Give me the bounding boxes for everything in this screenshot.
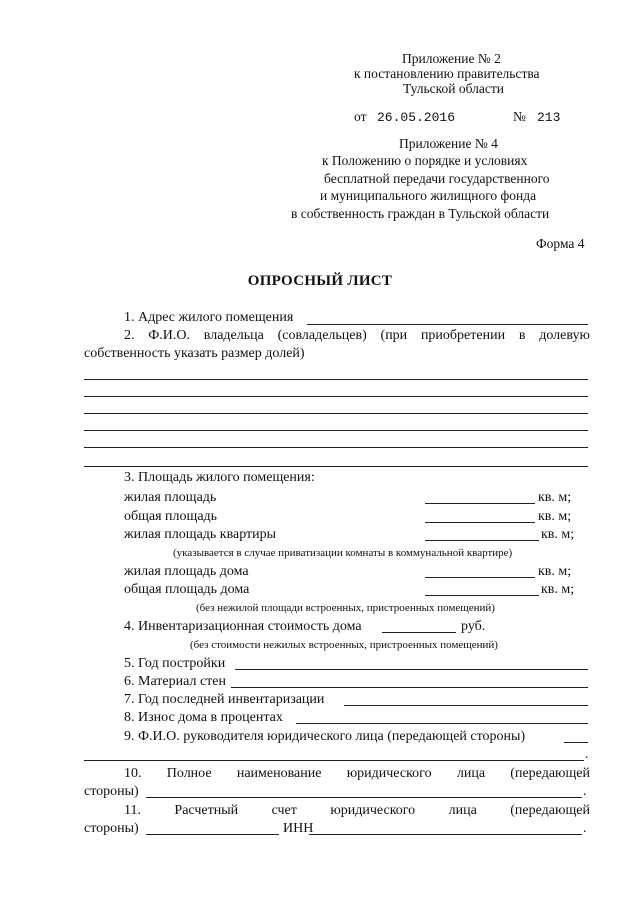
build-year-label: 5. Год постройки [124, 656, 226, 671]
wear-input-line[interactable] [296, 723, 588, 724]
build-year-input-line[interactable] [235, 669, 588, 670]
period: . [585, 747, 589, 762]
full-name-input-line[interactable] [146, 797, 582, 798]
page-title: ОПРОСНЫЙ ЛИСТ [247, 273, 393, 289]
account-word: юридического [330, 803, 416, 818]
owner-word: 2. [124, 328, 135, 343]
owner-input-line[interactable] [84, 466, 588, 467]
head-name-input-line-2[interactable] [84, 760, 584, 761]
full-name-word: 10. [124, 766, 142, 781]
full-name-word: юридического [346, 766, 432, 781]
owner-label-line-2: собственность указать размер долей) [84, 346, 305, 361]
area-title: 3. Площадь жилого помещения: [124, 470, 315, 485]
owner-input-line[interactable] [84, 396, 588, 397]
resolution-number: 213 [537, 110, 561, 125]
living-area-unit: кв. м; [538, 490, 572, 505]
owner-word: владельца [203, 328, 264, 343]
region-label: Тульской области [403, 81, 504, 96]
full-name-word: лица [456, 766, 486, 781]
appendix-4-label: Приложение № 4 [399, 136, 498, 151]
total-area-unit: кв. м; [538, 509, 572, 524]
period: . [583, 784, 587, 799]
account-word: Расчетный [174, 803, 239, 818]
account-word: 11. [124, 803, 141, 818]
house-living-area-unit: кв. м; [538, 564, 572, 579]
full-name-word: Полное [166, 766, 212, 781]
regulation-line-5: в собственность граждан в Тульской области [291, 206, 550, 221]
appendix-2-label: Приложение № 2 [402, 51, 501, 66]
regulation-line-4: и муниципального жилищного фонда [320, 188, 537, 203]
owner-word: Ф.И.О. [148, 328, 191, 343]
total-area-label: общая площадь [124, 509, 218, 524]
flat-living-area-unit: кв. м; [541, 527, 575, 542]
currency-label: руб. [461, 619, 486, 634]
owner-input-line[interactable] [84, 447, 588, 448]
account-word: счет [271, 803, 297, 818]
wear-label: 8. Износ дома в процентах [124, 710, 283, 725]
house-total-area-label: общая площадь дома [124, 582, 250, 597]
head-name-input-line[interactable] [564, 742, 588, 743]
flat-living-area-label: жилая площадь квартиры [124, 527, 277, 542]
address-label: 1. Адрес жилого помещения [124, 310, 294, 325]
wall-material-label: 6. Материал стен [124, 674, 226, 689]
last-inventory-label: 7. Год последней инвентаризации [124, 692, 325, 707]
form-label: Форма 4 [536, 236, 585, 251]
total-area-input-line[interactable] [425, 522, 535, 523]
resolution-label: к постановлению правительства [354, 66, 540, 81]
inventory-cost-input-line[interactable] [382, 632, 456, 633]
account-word: лица [448, 803, 477, 818]
living-area-input-line[interactable] [425, 503, 535, 504]
regulation-line-3: бесплатной передачи государственного [324, 171, 550, 186]
owner-input-line[interactable] [84, 413, 588, 414]
inn-label: ИНН [283, 821, 314, 836]
owner-word: (при [380, 328, 408, 343]
full-name-word: наименование [236, 766, 322, 781]
house-total-area-unit: кв. м; [541, 582, 575, 597]
period: . [583, 821, 587, 836]
owner-input-line[interactable] [84, 379, 588, 380]
regulation-label: к Положению о порядке и условиях [322, 153, 528, 168]
owner-label-line-1 [124, 328, 590, 344]
account-input-line[interactable] [146, 834, 279, 835]
last-inventory-input-line[interactable] [344, 705, 588, 706]
head-name-label: 9. Ф.И.О. руководителя юридического лица (передающей стороны) [124, 729, 526, 744]
owner-input-line[interactable] [84, 430, 588, 431]
date-prefix: от [354, 109, 367, 124]
flat-note: (указывается в случае приватизации комнаты в коммунальной квартире) [173, 547, 513, 559]
wall-material-input-line[interactable] [231, 687, 588, 688]
living-area-label: жилая площадь [124, 490, 217, 505]
full-name-word: (передающей [510, 766, 590, 781]
address-input-line[interactable] [307, 324, 588, 325]
owner-word: приобретении [420, 328, 506, 343]
account-label-line-1 [124, 803, 590, 819]
account-party-label: стороны) [84, 821, 139, 836]
full-name-label-line-1 [124, 766, 590, 782]
house-living-area-input-line[interactable] [425, 577, 535, 578]
inn-input-line[interactable] [309, 834, 582, 835]
owner-word: в [518, 328, 526, 343]
house-note: (без нежилой площади встроенных, пристроенных помещений) [196, 602, 495, 614]
house-living-area-label: жилая площадь дома [124, 564, 249, 579]
resolution-date: 26.05.2016 [377, 110, 456, 125]
number-sign: № [513, 109, 526, 124]
full-name-party-label: стороны) [84, 784, 139, 799]
inventory-cost-label: 4. Инвентаризационная стоимость дома [124, 619, 362, 634]
house-total-area-input-line[interactable] [425, 595, 539, 596]
flat-living-area-input-line[interactable] [425, 540, 539, 541]
cost-note: (без стоимости нежилых встроенных, пристроенных помещений) [190, 639, 498, 651]
owner-word: (совладельцев) [277, 328, 367, 343]
owner-word: долевую [539, 328, 590, 343]
account-word: (передающей [510, 803, 590, 818]
